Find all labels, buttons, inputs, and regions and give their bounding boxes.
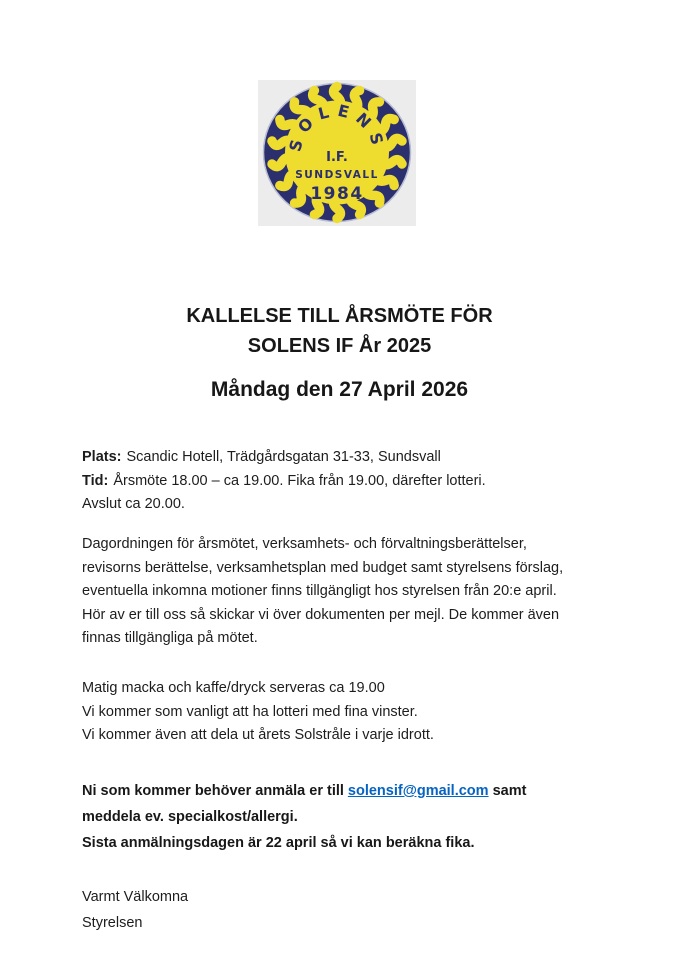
refreshments-line: Vi kommer även att dela ut årets Solstråle i varje idrott. xyxy=(82,727,434,743)
sun-badge-icon xyxy=(258,80,416,226)
logo-year-text: 1984 xyxy=(310,184,364,204)
refreshments-line: Vi kommer som vanligt att ha lotteri med fina vinster. xyxy=(82,703,418,720)
agenda-line: Hör av er till oss så skickar vi över dokumenten per mejl. De kommer även xyxy=(82,606,560,623)
closing-signature xyxy=(82,884,188,936)
plats-line xyxy=(82,446,486,470)
logo-arc-text: SOLENS xyxy=(285,100,389,154)
registration-line-2: meddela ev. specialkost/allergi. xyxy=(82,809,298,825)
logo-city-text: SUNDSVALL xyxy=(295,169,379,181)
tid-label: Tid: xyxy=(82,472,109,489)
plats-label: Plats: xyxy=(82,449,122,465)
closing-sender: Styrelsen xyxy=(82,915,143,931)
agenda-line: revisorns berättelse, verksamhetsplan med budget samt styrelsens förslag, xyxy=(82,559,564,576)
title-line-1: KALLELSE TILL ÅRSMÖTE FÖR xyxy=(186,305,493,327)
registration-text-after: samt xyxy=(492,783,527,799)
logo-if-text: I.F. xyxy=(326,150,348,165)
meeting-date-heading: Måndag den 27 April 2026 xyxy=(210,378,469,401)
agenda-paragraph xyxy=(82,533,563,651)
tid-line xyxy=(82,470,486,494)
registration-text-before: Ni som kommer behöver anmäla er till xyxy=(82,783,344,799)
registration-paragraph xyxy=(82,778,526,856)
tid-value: Årsmöte 18.00 – ca 19.00. Fika från 19.00, därefter lotteri. xyxy=(113,472,486,489)
title-line-2: SOLENS IF År 2025 xyxy=(247,335,432,357)
document-title xyxy=(0,301,679,361)
refreshments-paragraph xyxy=(82,677,434,748)
email-link[interactable]: solensif@gmail.com xyxy=(347,783,489,799)
agenda-line: eventuella inkomna motioner finns tillgängligt hos styrelsen från 20:e april. xyxy=(82,583,557,599)
registration-line-3: Sista anmälningsdagen är 22 april så vi kan beräkna fika. xyxy=(82,835,475,851)
avslut-line: Avslut ca 20.00. xyxy=(82,496,185,512)
club-logo xyxy=(258,80,416,226)
registration-line-1 xyxy=(82,778,526,804)
plats-value: Scandic Hotell, Trädgårdsgatan 31-33, Sundsvall xyxy=(126,449,441,465)
agenda-line: finnas tillgängliga på mötet. xyxy=(82,630,258,646)
refreshments-line: Matig macka och kaffe/dryck serveras ca 19.00 xyxy=(82,680,385,696)
agenda-line: Dagordningen för årsmötet, verksamhets- och förvaltningsberättelser, xyxy=(82,536,527,552)
closing-greeting: Varmt Välkomna xyxy=(82,889,189,905)
meeting-details xyxy=(82,446,486,517)
